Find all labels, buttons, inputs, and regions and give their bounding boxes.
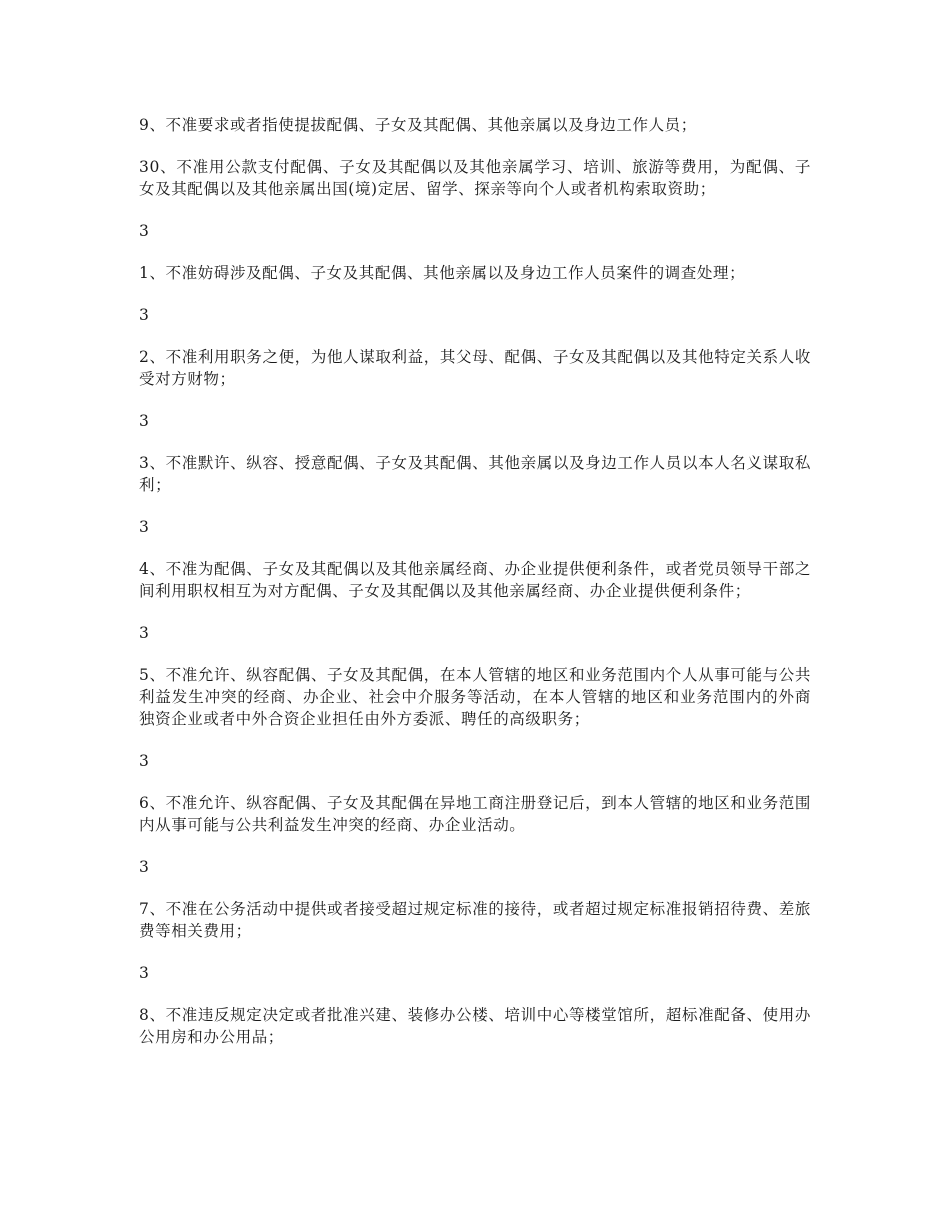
paragraph-item-4: 4、不准为配偶、子女及其配偶以及其他亲属经商、办企业提供便利条件，或者党员领导干部之间利用职权相互为对方配偶、子女及其配偶以及其他亲属经商、办企业提供便利条件； <box>139 560 811 600</box>
document-body <box>139 114 811 1068</box>
paragraph-item-8: 8、不准违反规定决定或者批准兴建、装修办公楼、培训中心等楼堂馆所，超标准配备、使用办公用房和办公用品； <box>139 1006 811 1046</box>
paragraph-item-1: 1、不准妨碍涉及配偶、子女及其配偶、其他亲属以及身边工作人员案件的调查处理； <box>139 264 746 282</box>
paragraph-number: 3 <box>139 306 149 324</box>
paragraph-number: 3 <box>139 518 149 536</box>
paragraph-number: 3 <box>139 412 149 430</box>
paragraph-number: 3 <box>139 222 149 240</box>
paragraph-item-5: 5、不准允许、纵容配偶、子女及其配偶，在本人管辖的地区和业务范围内个人从事可能与公共利益发生冲突的经商、办企业、社会中介服务等活动，在本人管辖的地区和业务范围内的外商独资企业或者中外合资企业担任由外方委派、聘任的高级职务； <box>139 666 811 728</box>
paragraph-number: 3 <box>139 964 149 982</box>
paragraph-number: 3 <box>139 752 149 770</box>
paragraph-item-9: 9、不准要求或者指使提拔配偶、子女及其配偶、其他亲属以及身边工作人员； <box>139 116 697 134</box>
paragraph-item-6: 6、不准允许、纵容配偶、子女及其配偶在异地工商注册登记后，到本人管辖的地区和业务范围内从事可能与公共利益发生冲突的经商、办企业活动。 <box>139 794 811 834</box>
paragraph-item-2: 2、不准利用职务之便，为他人谋取利益，其父母、配偶、子女及其配偶以及其他特定关系人收受对方财物； <box>139 348 811 388</box>
paragraph-number: 3 <box>139 624 149 642</box>
paragraph-item-30: 30、不准用公款支付配偶、子女及其配偶以及其他亲属学习、培训、旅游等费用，为配偶、子女及其配偶以及其他亲属出国(境)定居、留学、探亲等向个人或者机构索取资助； <box>139 158 811 198</box>
paragraph-item-7: 7、不准在公务活动中提供或者接受超过规定标准的接待，或者超过规定标准报销招待费、差旅费等相关费用； <box>139 900 811 940</box>
paragraph-number: 3 <box>139 858 149 876</box>
paragraph-item-3: 3、不准默许、纵容、授意配偶、子女及其配偶、其他亲属以及身边工作人员以本人名义谋取私利； <box>139 454 811 494</box>
